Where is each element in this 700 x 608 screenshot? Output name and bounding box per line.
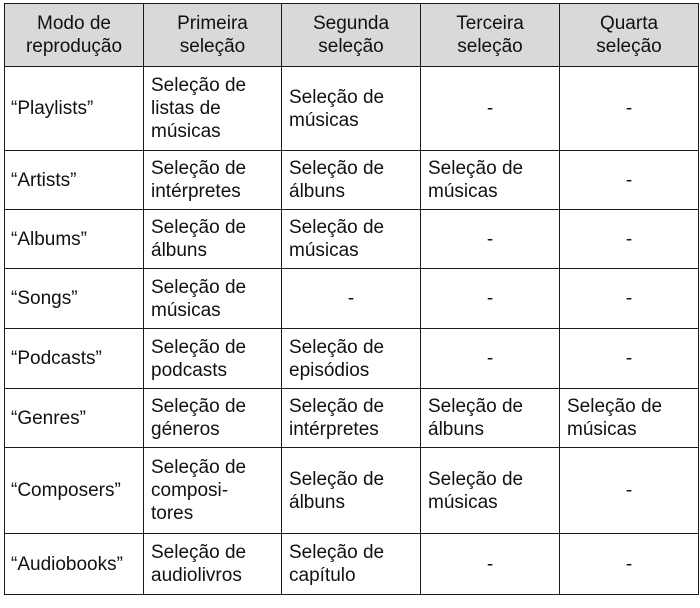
cell-first-selection: Seleção de álbuns: [144, 210, 282, 269]
cell-second-selection: Seleção de músicas: [282, 67, 421, 151]
cell-second-selection: Seleção de músicas: [282, 210, 421, 269]
cell-fourth-selection: -: [560, 448, 699, 534]
cell-third-selection: -: [421, 329, 560, 389]
table-row-podcasts: [5, 329, 699, 389]
cell-fourth-selection: -: [560, 67, 699, 151]
cell-second-selection: Seleção de capítulo: [282, 534, 421, 595]
cell-fourth-selection: -: [560, 329, 699, 389]
table-row-playlists: [5, 67, 699, 151]
cell-third-selection: Seleção de músicas: [421, 151, 560, 210]
cell-third-selection: Seleção de músicas: [421, 448, 560, 534]
cell-first-selection: Seleção de audiolivros: [144, 534, 282, 595]
cell-fourth-selection: Seleção de músicas: [560, 389, 699, 448]
header-playback-mode: Modo de reprodução: [5, 4, 144, 67]
cell-first-selection: Seleção de músicas: [144, 269, 282, 329]
cell-first-selection: Seleção de podcasts: [144, 329, 282, 389]
cell-second-selection: -: [282, 269, 421, 329]
cell-fourth-selection: -: [560, 210, 699, 269]
cell-fourth-selection: -: [560, 269, 699, 329]
header-third-selection: Terceira seleção: [421, 4, 560, 67]
cell-second-selection: Seleção de intérpretes: [282, 389, 421, 448]
cell-second-selection: Seleção de episódios: [282, 329, 421, 389]
table-row-songs: [5, 269, 699, 329]
table-row-artists: [5, 151, 699, 210]
cell-second-selection: Seleção de álbuns: [282, 448, 421, 534]
header-second-selection: Segunda seleção: [282, 4, 421, 67]
table-row-albums: [5, 210, 699, 269]
cell-first-selection: Seleção de intérpretes: [144, 151, 282, 210]
cell-mode: “Songs”: [5, 269, 144, 329]
cell-fourth-selection: -: [560, 534, 699, 595]
cell-mode: “Playlists”: [5, 67, 144, 151]
cell-third-selection: -: [421, 67, 560, 151]
cell-first-selection: Seleção de listas de músicas: [144, 67, 282, 151]
table-row-genres: [5, 389, 699, 448]
cell-mode: “Artists”: [5, 151, 144, 210]
cell-third-selection: Seleção de álbuns: [421, 389, 560, 448]
cell-mode: “Genres”: [5, 389, 144, 448]
cell-third-selection: -: [421, 269, 560, 329]
table-row-composers: [5, 448, 699, 534]
cell-third-selection: -: [421, 210, 560, 269]
cell-fourth-selection: -: [560, 151, 699, 210]
cell-second-selection: Seleção de álbuns: [282, 151, 421, 210]
header-fourth-selection: Quarta seleção: [560, 4, 699, 67]
cell-mode: “Composers”: [5, 448, 144, 534]
header-row: [5, 4, 699, 67]
cell-mode: “Podcasts”: [5, 329, 144, 389]
table-row-audiobooks: [5, 534, 699, 595]
cell-mode: “Albums”: [5, 210, 144, 269]
playback-mode-table: [4, 3, 699, 595]
cell-mode: “Audiobooks”: [5, 534, 144, 595]
cell-third-selection: -: [421, 534, 560, 595]
cell-first-selection: Seleção de géneros: [144, 389, 282, 448]
header-first-selection: Primeira seleção: [144, 4, 282, 67]
cell-first-selection: Seleção de composi- tores: [144, 448, 282, 534]
playback-mode-table-wrapper: [4, 3, 699, 595]
